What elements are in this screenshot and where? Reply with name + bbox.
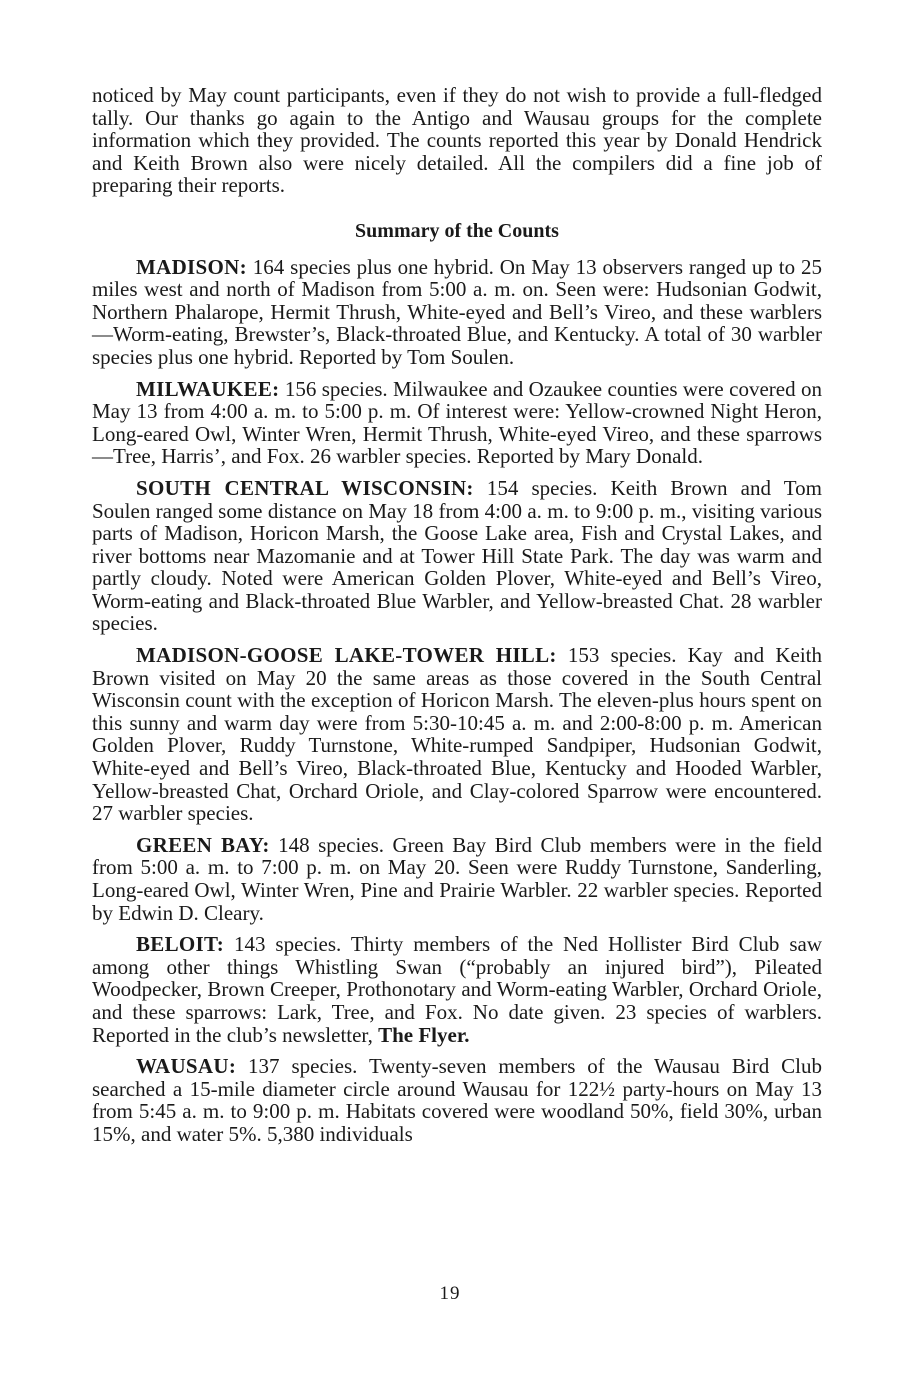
entry-place: SOUTH CENTRAL WISCONSIN: [136, 475, 474, 500]
count-entry-wausau [92, 1055, 822, 1145]
count-entry-madison-goose-lake-tower-hill [92, 644, 822, 825]
entry-text: 137 species. Twenty-seven members of the Wausau Bird Club searched a 15-mile diameter circle around Wausau for 122½ party-hours on May 13 from 5:45 a. m. to 9:00 p. m. Habitats covered were woodland 50%, field 30%, urban 15%, and water 5%. 5,380 individuals [92, 1054, 822, 1146]
entry-text: 153 species. Kay and Keith Brown visited on May 20 the same areas as those covered in the South Central Wisconsin count with the exception of Horicon Marsh. The eleven-plus hours spent on this sunny and warm day were from 5:30-10:45 a. m. and 2:00-8:00 p. m. American Golden Plover, Ruddy Turnstone, White-rumped Sandpiper, Hudsonian Godwit, White-eyed and Bell’s Vireo, Black-throated Blue, Kentucky and Hooded Warbler, Yellow-breasted Chat, Orchard Oriole, and Clay-colored Sparrow were encountered. 27 warbler species. [92, 643, 822, 826]
entry-place: GREEN BAY: [136, 832, 270, 857]
count-entry-green-bay [92, 834, 822, 924]
entry-place: MADISON-GOOSE LAKE-TOWER HILL: [136, 643, 557, 668]
newsletter-title: The Flyer. [378, 1022, 470, 1047]
count-entry-madison [92, 256, 822, 369]
page-number: 19 [439, 1283, 461, 1304]
entry-text: 164 species plus one hybrid. On May 13 observers ranged up to 25 miles west and north of Madison from 5:00 a. m. on. Seen were: Hudsonian Godwit, Northern Phalarope, Hermit Thrush, White-eyed and Bell’s Vireo, and these warblers—Worm-eating, Brewster’s, Black-throated Blue, and Kentucky. A total of 30 warbler species plus one hybrid. Reported by Tom Soulen. [92, 254, 822, 369]
entry-place: MILWAUKEE: [136, 376, 280, 401]
entry-text: 154 species. Keith Brown and Tom Soulen ranged some distance on May 18 from 4:00 a. m. to 9:00 p. m., visiting various parts of Madison, Horicon Marsh, the Goose Lake area, Fish and Crystal Lakes, and river bottoms near Mazomanie and at Tower Hill State Park. The day was warm and partly cloudy. Noted were American Golden Plover, White-eyed and Bell’s Vireo, Worm-eating and Black-throated Blue Warbler, and Yellow-breasted Chat. 28 warbler species. [92, 475, 822, 636]
entry-text: 148 species. Green Bay Bird Club members were in the field from 5:00 a. m. to 7:00 p. m. on May 20. Seen were Ruddy Turnstone, Sanderling, Long-eared Owl, Winter Wren, Pine and Prairie Warbler. 22 warbler species. Reported by Edwin D. Cleary. [92, 832, 823, 925]
body-text [92, 84, 822, 1155]
count-entry-south-central-wisconsin [92, 477, 822, 635]
count-entry-beloit [92, 933, 822, 1046]
entry-text: 156 species. Milwaukee and Ozaukee counties were covered on May 13 from 4:00 a. m. to 5:00 p. m. Of interest were: Yellow-crowned Night Heron, Long-eared Owl, Winter Wren, Hermit Thrush, White-eyed Vireo, and these sparrows—Tree, Harris’, and Fox. 26 warbler species. Reported by Mary Donald. [92, 376, 822, 469]
intro-paragraph: noticed by May count participants, even if they do not wish to provide a full-fledged tally. Our thanks go again to the Antigo and Wausau groups for the complete information which they provided. The counts reported this year by Donald Hendrick and Keith Brown also were nicely detailed. All the compilers did a fine job of preparing their reports. [92, 83, 822, 198]
section-heading: Summary of the Counts [355, 219, 559, 242]
count-entry-milwaukee [92, 378, 822, 468]
entry-place: WAUSAU: [136, 1054, 237, 1079]
entry-place: BELOIT: [136, 932, 225, 957]
entry-text: 143 species. Thirty members of the Ned Hollister Bird Club saw among other things Whistling Swan (“probably an injured bird”), Pileated Woodpecker, Brown Creeper, Prothonotary and Worm-eating Warbler, Orchard Oriole, and these sparrows: Lark, Tree, and Fox. No date given. 23 species of warblers. Reported in the club’s newsletter, [92, 932, 822, 1047]
entry-place: MADISON: [136, 254, 247, 279]
